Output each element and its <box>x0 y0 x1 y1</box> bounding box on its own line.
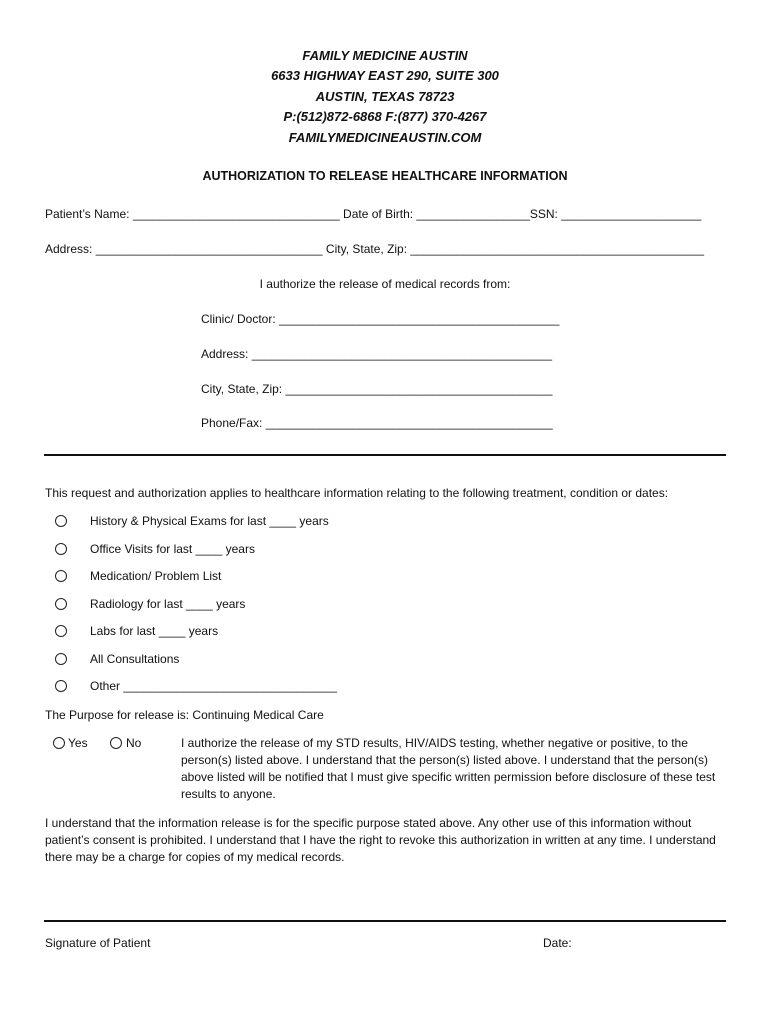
patient-name-line[interactable]: Patient’s Name: _______________________________ Date of Birth: _________________SSN: _____________________ <box>45 207 702 221</box>
option-radio-medication[interactable] <box>55 570 67 582</box>
option-radio-labs[interactable] <box>55 625 67 637</box>
practice-name: FAMILY MEDICINE AUSTIN <box>302 48 468 63</box>
practice-city: AUSTIN, TEXAS 78723 <box>315 89 455 104</box>
clinic-city-line[interactable]: City, State, Zip: ________________________________________ <box>201 382 553 396</box>
std-yes-label: Yes <box>68 736 88 750</box>
section-divider <box>44 454 726 456</box>
practice-website: FAMILYMEDICINEAUSTIN.COM <box>288 130 482 145</box>
understanding-text: I understand that the information release is for the specific purpose stated above. Any other use of this information without patient’s consent is prohibited. I understand that I have the right to revoke this authorization in written at any time. I understand there may be a charge for copies of my medical records. <box>45 816 716 864</box>
purpose-text: The Purpose for release is: Continuing Medical Care <box>45 708 324 722</box>
option-label-labs: Labs for last ____ years <box>90 624 219 638</box>
option-radio-consultations[interactable] <box>55 653 67 665</box>
option-radio-history[interactable] <box>55 515 67 527</box>
release-intro: I authorize the release of medical records from: <box>259 277 511 291</box>
std-consent-text: I authorize the release of my STD results, HIV/AIDS testing, whether negative or positive, to the person(s) listed above. I understand that the person(s) listed above. I understand that the person(s) above listed will be notified that I must give specific written permission before disclosure of these test results to anyone. <box>181 736 716 801</box>
form-title: AUTHORIZATION TO RELEASE HEALTHCARE INFORMATION <box>202 169 568 183</box>
signature-label: Signature of Patient <box>45 936 151 950</box>
option-label-office-visits: Office Visits for last ____ years <box>90 542 255 556</box>
std-no-label: No <box>126 736 142 750</box>
std-no-radio[interactable] <box>110 737 122 749</box>
clinic-doctor-line[interactable]: Clinic/ Doctor: __________________________________________ <box>201 312 560 326</box>
option-label-history: History & Physical Exams for last ____ years <box>90 514 329 528</box>
option-radio-radiology[interactable] <box>55 598 67 610</box>
option-radio-other[interactable] <box>55 680 67 692</box>
patient-address-line[interactable]: Address: __________________________________ City, State, Zip: ____________________________________________ <box>45 242 705 256</box>
option-radio-office-visits[interactable] <box>55 543 67 555</box>
option-label-radiology: Radiology for last ____ years <box>90 597 246 611</box>
clinic-phone-fax-line[interactable]: Phone/Fax: ___________________________________________ <box>201 416 553 430</box>
option-label-medication: Medication/ Problem List <box>90 569 222 583</box>
option-label-consultations: All Consultations <box>90 652 180 666</box>
request-intro: This request and authorization applies to healthcare information relating to the following treatment, condition or dates: <box>45 486 669 500</box>
practice-phone-fax: P:(512)872-6868 F:(877) 370-4267 <box>283 109 487 124</box>
signature-line <box>44 920 726 922</box>
clinic-address-line[interactable]: Address: _____________________________________________ <box>201 347 553 361</box>
option-label-other[interactable]: Other ________________________________ <box>90 679 337 693</box>
date-label: Date: <box>543 936 572 950</box>
std-yes-radio[interactable] <box>53 737 65 749</box>
practice-street: 6633 HIGHWAY EAST 290, SUITE 300 <box>271 68 499 83</box>
